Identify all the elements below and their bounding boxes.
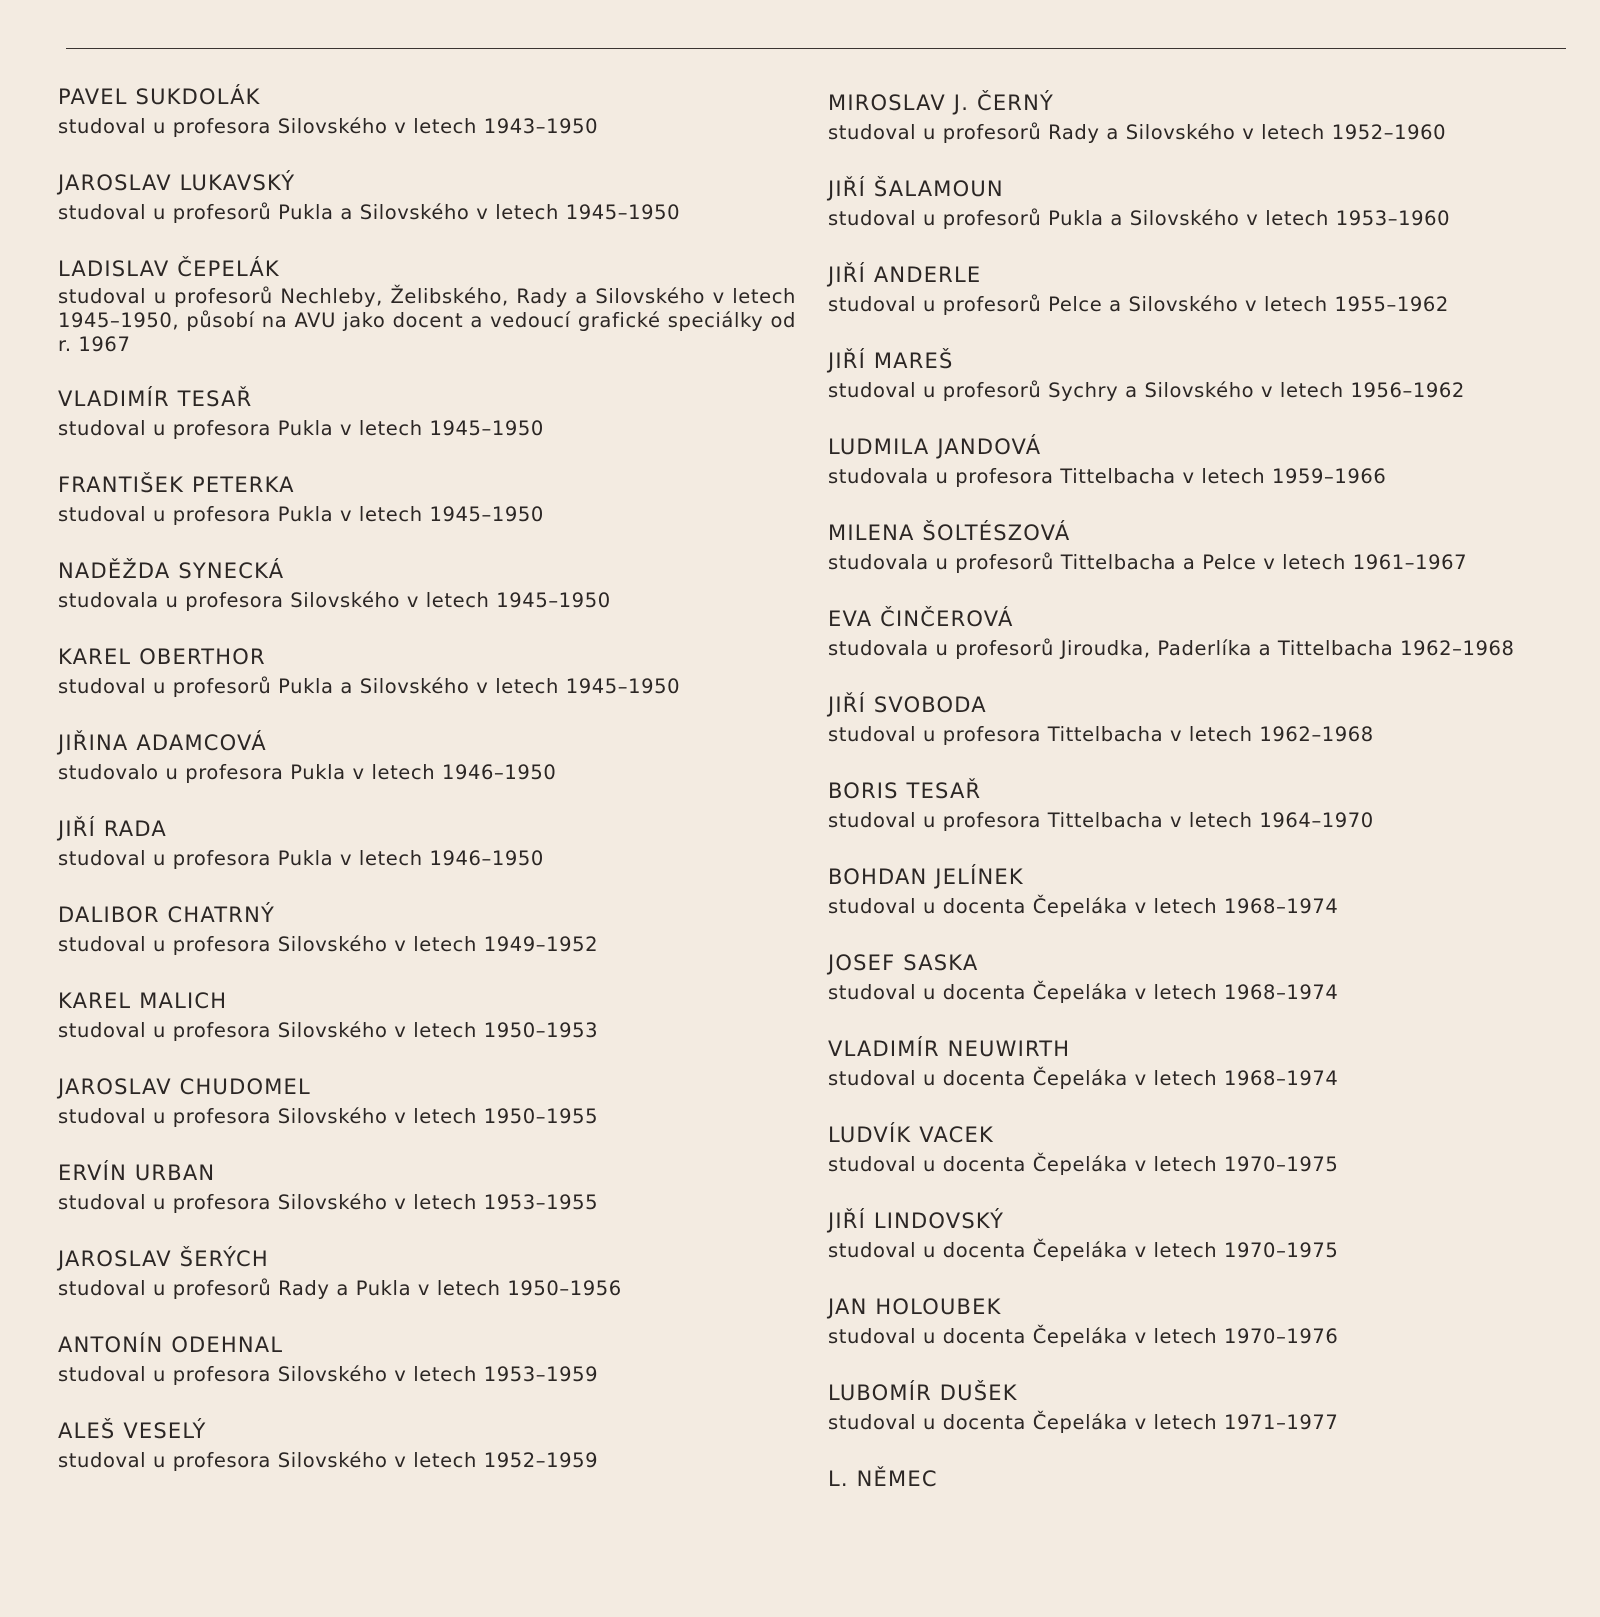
artist-name: LUDMILA JANDOVÁ	[828, 435, 1042, 459]
artist-study: studoval u profesora Tittelbacha v letech 1964–1970	[828, 809, 1374, 832]
artist-study: studoval u profesorů Rady a Silovského v letech 1952–1960	[828, 121, 1447, 144]
artist-study: studoval u docenta Čepeláka v letech 1970–1975	[828, 1153, 1339, 1176]
artist-study: studoval u docenta Čepeláka v letech 1970–1976	[828, 1325, 1339, 1348]
artist-name: JIŘÍ ŠALAMOUN	[828, 177, 1004, 201]
artist-entry	[58, 988, 798, 1045]
artist-entry	[58, 84, 798, 141]
artist-name: MILENA ŠOLTÉSZOVÁ	[828, 521, 1071, 545]
artist-study: studoval u profesorů Nechleby, Želibského, Rady a Silovského v letech 1945–1950, působí na AVU jako docent a vedoucí grafické speciálky od r. 1967	[58, 285, 796, 356]
artist-name: JOSEF SASKA	[828, 951, 979, 975]
artist-name: LADISLAV ČEPELÁK	[58, 257, 280, 281]
artist-name: KAREL MALICH	[58, 989, 228, 1013]
artist-name: KAREL OBERTHOR	[58, 645, 266, 669]
artist-name: JIŘÍ RADA	[58, 817, 167, 841]
artist-name: JIŘÍ LINDOVSKÝ	[828, 1209, 1005, 1233]
artist-name: EVA ČINČEROVÁ	[828, 607, 1014, 631]
artist-entry	[828, 1380, 1568, 1437]
author-signature: L. NĚMEC	[828, 1467, 938, 1491]
artist-entry	[828, 1294, 1568, 1351]
left-column	[58, 84, 798, 1504]
artist-name: JAROSLAV LUKAVSKÝ	[58, 171, 296, 195]
artist-name: JAN HOLOUBEK	[828, 1295, 1002, 1319]
artist-study: studovala u profesorů Tittelbacha a Pelce v letech 1961–1967	[828, 551, 1468, 574]
artist-entry	[58, 816, 798, 873]
artist-study: studoval u profesorů Sychry a Silovského v letech 1956–1962	[828, 379, 1465, 402]
artist-name: JIŘÍ SVOBODA	[828, 693, 987, 717]
artist-entry	[58, 644, 798, 701]
artist-name: JIŘÍ MAREŠ	[828, 349, 954, 373]
artist-study: studoval u profesora Silovského v letech 1953–1959	[58, 1363, 599, 1386]
artist-entry	[58, 472, 798, 529]
artist-entry	[58, 558, 798, 615]
artist-study: studoval u profesora Tittelbacha v letech 1962–1968	[828, 723, 1374, 746]
artist-entry	[828, 176, 1568, 233]
artist-entry	[828, 1036, 1568, 1093]
artist-name: DALIBOR CHATRNÝ	[58, 903, 276, 927]
artist-entry	[58, 1332, 798, 1389]
artist-study: studovalo u profesora Pukla v letech 1946–1950	[58, 761, 557, 784]
artist-name: ERVÍN URBAN	[58, 1161, 216, 1185]
artist-study: studoval u docenta Čepeláka v letech 1971–1977	[828, 1411, 1339, 1434]
artist-study: studoval u profesorů Pukla a Silovského v letech 1945–1950	[58, 675, 681, 698]
artist-entry	[58, 256, 798, 357]
artist-entry	[828, 434, 1568, 491]
artist-entry	[828, 606, 1568, 663]
artist-entry	[58, 730, 798, 787]
artist-study: studoval u profesora Silovského v letech 1949–1952	[58, 933, 599, 956]
artist-study: studoval u docenta Čepeláka v letech 1968–1974	[828, 1067, 1339, 1090]
artist-entry	[828, 864, 1568, 921]
artist-study: studoval u profesora Silovského v letech 1952–1959	[58, 1449, 599, 1472]
top-rule	[66, 48, 1566, 49]
artist-name: JIŘINA ADAMCOVÁ	[58, 731, 267, 755]
artist-study: studoval u profesora Silovského v letech 1953–1955	[58, 1191, 599, 1214]
artist-name: ALEŠ VESELÝ	[58, 1419, 207, 1443]
artist-entry	[58, 902, 798, 959]
artist-entry	[58, 170, 798, 227]
artist-name: LUBOMÍR DUŠEK	[828, 1381, 1018, 1405]
artist-name: JAROSLAV CHUDOMEL	[58, 1075, 311, 1099]
artist-name: JAROSLAV ŠERÝCH	[58, 1247, 269, 1271]
artist-study: studoval u profesora Pukla v letech 1945–1950	[58, 417, 544, 440]
artist-name: BOHDAN JELÍNEK	[828, 865, 1024, 889]
artist-entry	[828, 262, 1568, 319]
artist-study: studoval u profesorů Pukla a Silovského v letech 1945–1950	[58, 201, 681, 224]
artist-study: studoval u docenta Čepeláka v letech 1970–1975	[828, 1239, 1339, 1262]
artist-entry	[58, 1074, 798, 1131]
artist-entry	[58, 1160, 798, 1217]
right-column	[828, 90, 1568, 1492]
artist-study: studoval u profesora Silovského v letech 1943–1950	[58, 115, 599, 138]
artist-name: VLADIMÍR TESAŘ	[58, 387, 253, 411]
artist-entry	[828, 520, 1568, 577]
artist-entry	[828, 348, 1568, 405]
artist-study: studoval u profesora Pukla v letech 1946–1950	[58, 847, 544, 870]
artist-study: studovala u profesora Tittelbacha v letech 1959–1966	[828, 465, 1387, 488]
artist-entry	[828, 692, 1568, 749]
artist-study: studoval u profesora Pukla v letech 1945–1950	[58, 503, 544, 526]
artist-entry	[828, 778, 1568, 835]
artist-entry	[828, 1122, 1568, 1179]
artist-study: studoval u profesora Silovského v letech 1950–1953	[58, 1019, 599, 1042]
artist-name: ANTONÍN ODEHNAL	[58, 1333, 284, 1357]
artist-name: JIŘÍ ANDERLE	[828, 263, 982, 287]
artist-study: studovala u profesora Silovského v letech 1945–1950	[58, 589, 611, 612]
artist-entry	[828, 90, 1568, 147]
artist-name: BORIS TESAŘ	[828, 779, 982, 803]
artist-name: VLADIMÍR NEUWIRTH	[828, 1037, 1071, 1061]
artist-name: LUDVÍK VACEK	[828, 1123, 994, 1147]
artist-study: studoval u docenta Čepeláka v letech 1968–1974	[828, 895, 1339, 918]
artist-name: NADĚŽDA SYNECKÁ	[58, 559, 285, 583]
artist-name: MIROSLAV J. ČERNÝ	[828, 91, 1055, 115]
artist-study: studovala u profesorů Jiroudka, Paderlíka a Tittelbacha 1962–1968	[828, 637, 1515, 660]
artist-entry	[58, 1246, 798, 1303]
artist-study: studoval u profesorů Pukla a Silovského v letech 1953–1960	[828, 207, 1451, 230]
artist-name: PAVEL SUKDOLÁK	[58, 85, 261, 109]
artist-entry	[828, 950, 1568, 1007]
artist-entry	[58, 386, 798, 443]
artist-study: studoval u docenta Čepeláka v letech 1968–1974	[828, 981, 1339, 1004]
artist-study: studoval u profesorů Pelce a Silovského v letech 1955–1962	[828, 293, 1449, 316]
artist-entry	[828, 1208, 1568, 1265]
artist-entry	[58, 1418, 798, 1475]
artist-study: studoval u profesora Silovského v letech 1950–1955	[58, 1105, 599, 1128]
artist-study: studoval u profesorů Rady a Pukla v letech 1950–1956	[58, 1277, 622, 1300]
artist-name: FRANTIŠEK PETERKA	[58, 473, 295, 497]
